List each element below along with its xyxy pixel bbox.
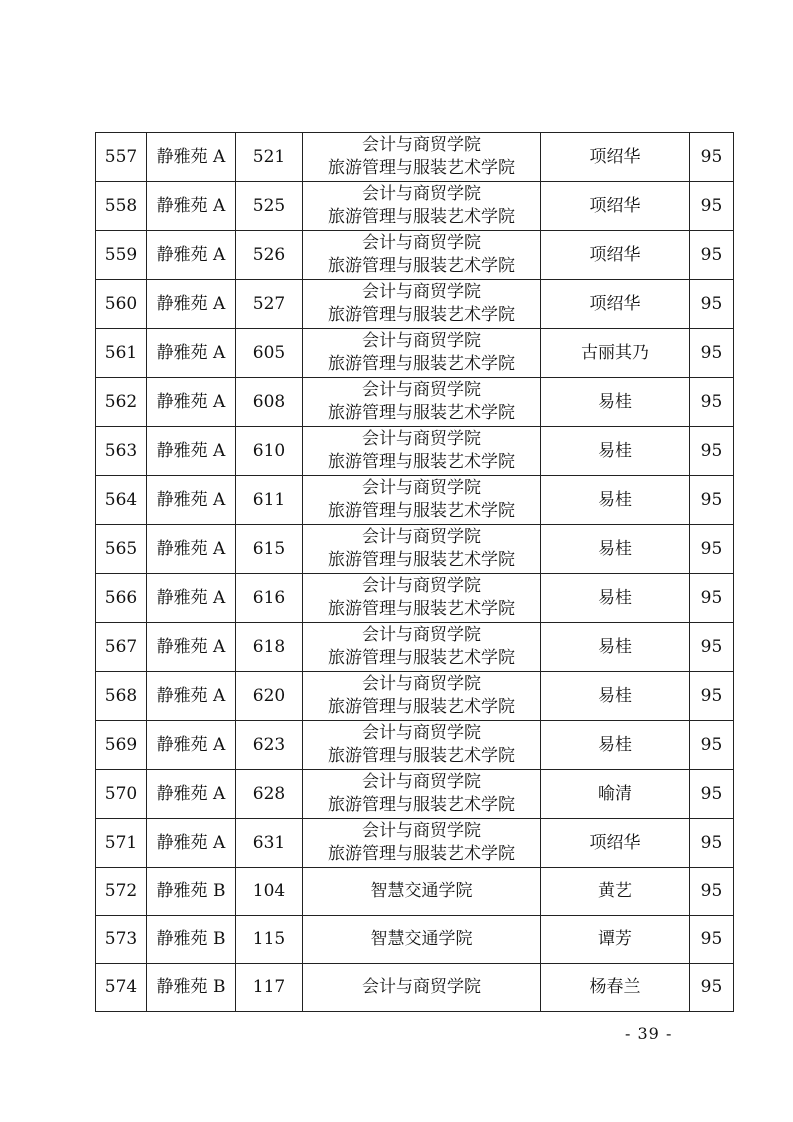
- room-cell: 616: [236, 574, 303, 623]
- college-name: 会计与商贸学院: [362, 576, 481, 596]
- college-name: 智慧交通学院: [370, 929, 473, 949]
- table-row: [96, 916, 734, 964]
- college-name: 旅游管理与服装艺术学院: [328, 746, 515, 766]
- table-row: [96, 280, 734, 329]
- person-cell: 易桂: [541, 574, 690, 623]
- building-cell: 静雅苑 A: [147, 231, 236, 280]
- row-number-cell: 561: [96, 329, 147, 378]
- college-cell: [303, 476, 541, 525]
- score-cell: 95: [690, 964, 734, 1012]
- table-row: [96, 868, 734, 916]
- room-cell: 527: [236, 280, 303, 329]
- college-cell: [303, 721, 541, 770]
- room-cell: 525: [236, 182, 303, 231]
- college-name: 旅游管理与服装艺术学院: [328, 158, 515, 178]
- college-name: 会计与商贸学院: [362, 478, 481, 498]
- college-name: 会计与商贸学院: [362, 625, 481, 645]
- college-name: 会计与商贸学院: [362, 527, 481, 547]
- score-cell: 95: [690, 280, 734, 329]
- building-cell: 静雅苑 A: [147, 525, 236, 574]
- table-row: [96, 819, 734, 868]
- person-cell: 易桂: [541, 672, 690, 721]
- room-cell: 608: [236, 378, 303, 427]
- college-name: 旅游管理与服装艺术学院: [328, 207, 515, 227]
- table-row: [96, 574, 734, 623]
- score-cell: 95: [690, 770, 734, 819]
- table-row: [96, 427, 734, 476]
- person-cell: 项绍华: [541, 182, 690, 231]
- college-name: 旅游管理与服装艺术学院: [328, 550, 515, 570]
- score-cell: 95: [690, 476, 734, 525]
- table-row: [96, 231, 734, 280]
- score-cell: 95: [690, 819, 734, 868]
- row-number-cell: 559: [96, 231, 147, 280]
- building-cell: 静雅苑 A: [147, 427, 236, 476]
- table-row: [96, 133, 734, 182]
- score-cell: 95: [690, 868, 734, 916]
- room-cell: 623: [236, 721, 303, 770]
- row-number-cell: 557: [96, 133, 147, 182]
- table-row: [96, 672, 734, 721]
- college-name: 旅游管理与服装艺术学院: [328, 648, 515, 668]
- room-cell: 610: [236, 427, 303, 476]
- row-number-cell: 569: [96, 721, 147, 770]
- college-cell: [303, 525, 541, 574]
- college-cell: [303, 133, 541, 182]
- person-cell: 易桂: [541, 476, 690, 525]
- college-cell: [303, 231, 541, 280]
- row-number-cell: 566: [96, 574, 147, 623]
- college-name: 旅游管理与服装艺术学院: [328, 452, 515, 472]
- room-cell: 115: [236, 916, 303, 964]
- college-name: 旅游管理与服装艺术学院: [328, 501, 515, 521]
- room-cell: 526: [236, 231, 303, 280]
- college-name: 会计与商贸学院: [362, 233, 481, 253]
- score-cell: 95: [690, 329, 734, 378]
- score-cell: 95: [690, 525, 734, 574]
- college-cell: [303, 182, 541, 231]
- row-number-cell: 573: [96, 916, 147, 964]
- person-cell: 黄艺: [541, 868, 690, 916]
- row-number-cell: 567: [96, 623, 147, 672]
- building-cell: 静雅苑 A: [147, 476, 236, 525]
- room-cell: 611: [236, 476, 303, 525]
- person-cell: 杨春兰: [541, 964, 690, 1012]
- score-cell: 95: [690, 427, 734, 476]
- college-name: 会计与商贸学院: [362, 135, 481, 155]
- row-number-cell: 562: [96, 378, 147, 427]
- table-row: [96, 182, 734, 231]
- building-cell: 静雅苑 A: [147, 721, 236, 770]
- person-cell: 项绍华: [541, 819, 690, 868]
- dormitory-score-table-container: [95, 132, 733, 1012]
- room-cell: 521: [236, 133, 303, 182]
- building-cell: 静雅苑 B: [147, 868, 236, 916]
- row-number-cell: 564: [96, 476, 147, 525]
- college-cell: [303, 964, 541, 1012]
- college-cell: [303, 623, 541, 672]
- person-cell: 古丽其乃: [541, 329, 690, 378]
- college-cell: [303, 672, 541, 721]
- row-number-cell: 560: [96, 280, 147, 329]
- table-row: [96, 964, 734, 1012]
- room-cell: 615: [236, 525, 303, 574]
- score-cell: 95: [690, 721, 734, 770]
- room-cell: 628: [236, 770, 303, 819]
- person-cell: 项绍华: [541, 231, 690, 280]
- score-cell: 95: [690, 916, 734, 964]
- building-cell: 静雅苑 B: [147, 916, 236, 964]
- room-cell: 605: [236, 329, 303, 378]
- building-cell: 静雅苑 A: [147, 672, 236, 721]
- college-cell: [303, 819, 541, 868]
- score-cell: 95: [690, 182, 734, 231]
- college-name: 会计与商贸学院: [362, 429, 481, 449]
- college-name: 智慧交通学院: [370, 881, 473, 901]
- college-cell: [303, 574, 541, 623]
- row-number-cell: 565: [96, 525, 147, 574]
- building-cell: 静雅苑 A: [147, 280, 236, 329]
- building-cell: 静雅苑 A: [147, 378, 236, 427]
- room-cell: 620: [236, 672, 303, 721]
- building-cell: 静雅苑 A: [147, 819, 236, 868]
- table-row: [96, 378, 734, 427]
- score-cell: 95: [690, 231, 734, 280]
- score-cell: 95: [690, 574, 734, 623]
- room-cell: 104: [236, 868, 303, 916]
- college-cell: [303, 916, 541, 964]
- college-cell: [303, 770, 541, 819]
- table-row: [96, 721, 734, 770]
- person-cell: 谭芳: [541, 916, 690, 964]
- college-name: 旅游管理与服装艺术学院: [328, 256, 515, 276]
- score-cell: 95: [690, 378, 734, 427]
- college-name: 会计与商贸学院: [362, 184, 481, 204]
- building-cell: 静雅苑 A: [147, 574, 236, 623]
- row-number-cell: 572: [96, 868, 147, 916]
- person-cell: 易桂: [541, 721, 690, 770]
- row-number-cell: 570: [96, 770, 147, 819]
- room-cell: 618: [236, 623, 303, 672]
- person-cell: 项绍华: [541, 280, 690, 329]
- table-row: [96, 770, 734, 819]
- building-cell: 静雅苑 A: [147, 623, 236, 672]
- college-name: 会计与商贸学院: [362, 380, 481, 400]
- row-number-cell: 571: [96, 819, 147, 868]
- college-name: 旅游管理与服装艺术学院: [328, 354, 515, 374]
- row-number-cell: 574: [96, 964, 147, 1012]
- building-cell: 静雅苑 A: [147, 770, 236, 819]
- row-number-cell: 558: [96, 182, 147, 231]
- college-name: 旅游管理与服装艺术学院: [328, 844, 515, 864]
- person-cell: 易桂: [541, 525, 690, 574]
- college-name: 会计与商贸学院: [362, 821, 481, 841]
- college-cell: [303, 868, 541, 916]
- college-name: 会计与商贸学院: [362, 331, 481, 351]
- dormitory-score-table: [95, 132, 734, 1012]
- college-name: 会计与商贸学院: [362, 977, 481, 997]
- college-name: 旅游管理与服装艺术学院: [328, 795, 515, 815]
- person-cell: 易桂: [541, 623, 690, 672]
- college-cell: [303, 427, 541, 476]
- college-name: 旅游管理与服装艺术学院: [328, 697, 515, 717]
- row-number-cell: 563: [96, 427, 147, 476]
- table-row: [96, 329, 734, 378]
- row-number-cell: 568: [96, 672, 147, 721]
- college-cell: [303, 280, 541, 329]
- table-row: [96, 623, 734, 672]
- room-cell: 631: [236, 819, 303, 868]
- score-cell: 95: [690, 133, 734, 182]
- college-name: 旅游管理与服装艺术学院: [328, 403, 515, 423]
- building-cell: 静雅苑 A: [147, 329, 236, 378]
- college-cell: [303, 378, 541, 427]
- building-cell: 静雅苑 A: [147, 182, 236, 231]
- college-name: 旅游管理与服装艺术学院: [328, 305, 515, 325]
- college-name: 旅游管理与服装艺术学院: [328, 599, 515, 619]
- table-row: [96, 476, 734, 525]
- table-row: [96, 525, 734, 574]
- college-name: 会计与商贸学院: [362, 282, 481, 302]
- score-cell: 95: [690, 623, 734, 672]
- table-body: [96, 133, 734, 1012]
- person-cell: 喻清: [541, 770, 690, 819]
- college-name: 会计与商贸学院: [362, 723, 481, 743]
- building-cell: 静雅苑 A: [147, 133, 236, 182]
- page-number: - 39 -: [625, 1024, 673, 1043]
- college-cell: [303, 329, 541, 378]
- room-cell: 117: [236, 964, 303, 1012]
- score-cell: 95: [690, 672, 734, 721]
- person-cell: 易桂: [541, 378, 690, 427]
- college-name: 会计与商贸学院: [362, 772, 481, 792]
- person-cell: 易桂: [541, 427, 690, 476]
- college-name: 会计与商贸学院: [362, 674, 481, 694]
- building-cell: 静雅苑 B: [147, 964, 236, 1012]
- person-cell: 项绍华: [541, 133, 690, 182]
